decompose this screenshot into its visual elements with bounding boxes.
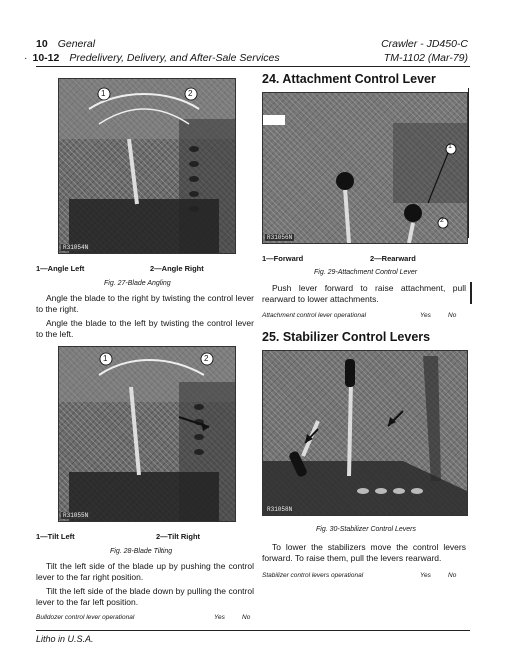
figure-28-caption: Fig. 28-Blade Tilting [110,548,173,555]
bullet-mark: · [24,52,28,64]
figure-30-illustration [263,351,467,515]
section-25-title: 25. Stabilizer Control Levers [262,330,431,344]
figure-29-legend-2: 2—Rearward [370,254,416,263]
figure-29-callout-2: 2 [440,217,444,224]
footer-rule [36,630,470,631]
page-number: 10 [36,38,48,50]
figure-27-callout-1: 1 [101,89,106,98]
check-attachment-lever: Attachment control lever operational [262,312,367,319]
check-stabilizer-levers: Stabilizer control levers operational [262,572,364,579]
para-tilt-up: Tilt the left side of the blade up by pushing the control lever to the far right position. [36,561,254,582]
footer-litho: Litho in U.S.A. [36,634,94,644]
check-bulldozer-no[interactable]: No [242,614,251,621]
revision-bar-fig29 [468,88,469,238]
header-left-line2 [24,52,280,64]
figure-27-legend-2: 2—Angle Right [150,264,204,273]
check-attachment-yes[interactable]: Yes [420,312,431,319]
header-rule [36,66,470,67]
figure-28-photo-id: R31055N [63,512,89,519]
figure-30-photo-id: R31058N [267,506,293,513]
check-stabilizer-yes[interactable]: Yes [420,572,431,579]
figure-27-illustration [59,79,235,253]
check-bulldozer-yes[interactable]: Yes [214,614,225,621]
para-attachment: Push lever forward to raise attachment, pull rearward to lower attachments. [262,283,466,304]
para-tilt-down: Tilt the left side of the blade down by pulling the control lever to the far left position. [36,586,254,607]
figure-29-photo [262,92,468,244]
figure-27-caption: Fig. 27-Blade Angling [104,280,171,287]
figure-27-photo [58,78,236,254]
figure-28-callout-1: 1 [103,354,108,363]
check-attachment-no[interactable]: No [448,312,457,319]
figure-27-legend-1: 1—Angle Left [36,264,85,273]
figure-29-illustration [263,93,467,243]
revision-bar-24 [470,282,472,304]
section-24-title: 24. Attachment Control Lever [262,72,436,86]
figure-29-caption: Fig. 29-Attachment Control Lever [314,269,418,276]
figure-29-callout-1: 1 [448,143,452,150]
header-right-line1: Crawler - JD450-C [381,38,468,50]
para-angle-left: Angle the blade to the left by twisting the control lever to the left. [36,318,254,339]
figure-28-legend-1: 1—Tilt Left [36,532,75,541]
figure-28-legend-2: 2—Tilt Right [156,532,201,541]
figure-28-photo [58,346,236,522]
subsection-name: Predelivery, Delivery, and After-Sale Services [69,52,280,64]
check-stabilizer-no[interactable]: No [448,572,457,579]
figure-27-callout-2: 2 [188,89,193,98]
check-bulldozer-lever: Bulldozer control lever operational [36,614,135,621]
para-stabilizer: To lower the stabilizers move the control levers forward. To raise them, pull the levers rearward. [262,542,466,563]
figure-29-legend-1: 1—Forward [262,254,304,263]
figure-30-caption: Fig. 30-Stabilizer Control Levers [316,526,416,533]
page-subnumber: 10-12 [32,52,60,64]
figure-28-callout-2: 2 [204,354,209,363]
figure-30-photo [262,350,468,516]
header-left-line1 [36,38,95,50]
figure-28-illustration [59,347,235,521]
para-angle-right: Angle the blade to the right by twisting the control lever to the right. [36,293,254,314]
figure-29-photo-id: R31056N [267,234,293,241]
section-name: General [57,38,96,50]
header-right-line2: TM-1102 (Mar-79) [383,52,468,64]
figure-27-photo-id: R31054N [63,244,89,251]
